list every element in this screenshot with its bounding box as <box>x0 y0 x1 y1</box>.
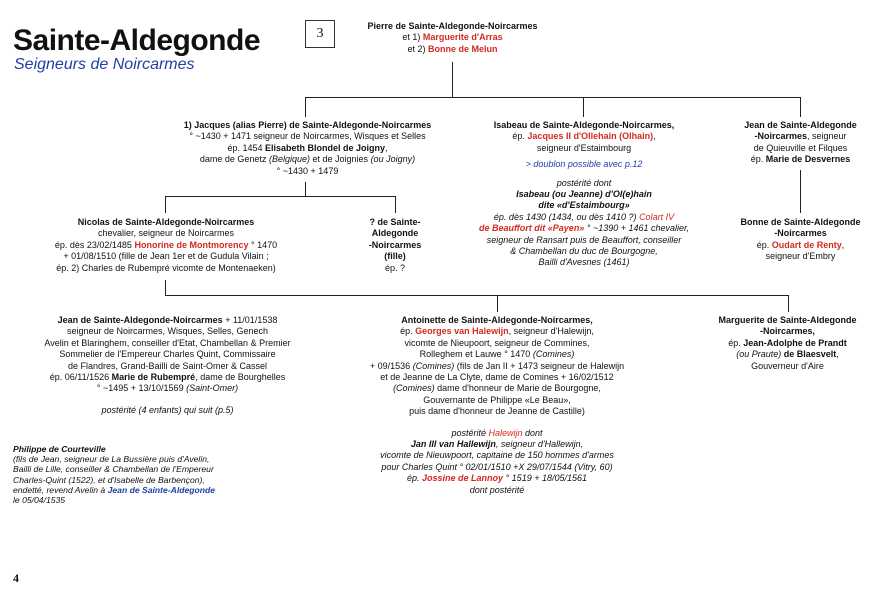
spouse-name: Jacques II d'Ollehain (Olhain) <box>527 131 654 142</box>
page-title: Sainte-Aldegonde <box>13 24 261 57</box>
spouse-prefix: et 1) <box>402 32 421 43</box>
person-name: Jean de Sainte-Aldegonde-Noircarmes <box>57 315 223 325</box>
marriage-line <box>28 240 304 251</box>
spouse-detail: ép. 2) Charles de Rubempré vicomte de Montenaeken) <box>56 262 276 273</box>
text: endetté, revend Avelin à <box>13 484 106 495</box>
person-name: Pierre de Sainte-Aldegonde-Noircarmes <box>367 21 538 31</box>
person-detail: ° ~1430 + 1471 seigneur de Noircarmes, Wisques et Selles <box>189 131 426 142</box>
person-detail: seigneur de Noircarmes, Wisques, Selles, Genech <box>66 326 269 337</box>
person-name-line <box>10 315 325 326</box>
person-name-cont: -Noircarmes, <box>759 326 816 337</box>
spouse-detail: Gouverneur d'Aire <box>751 360 824 371</box>
spouse-name: Georges van Halewijn <box>415 326 509 337</box>
marriage-line <box>700 338 875 349</box>
descendant-detail: Bailli d'Avesnes (1461) <box>538 257 630 268</box>
page-reference-box: 3 <box>305 20 335 48</box>
person-name: Antoinette de Sainte-Aldegonde-Noircarmes, <box>401 315 593 325</box>
text: + 11/01/1538 <box>225 315 278 325</box>
spouse-detail: vicomte de Nieupoort, seigneur de Commines, <box>404 337 590 348</box>
person-detail: puis dame d'honneur de Jeanne de Castille) <box>409 406 585 417</box>
marriage-line: ép. 1454 Elisabeth Blondel de Joigny, <box>227 142 388 153</box>
spouse-name: Jossine de Lannoy <box>422 473 504 484</box>
connector-jacques-down <box>305 182 306 196</box>
text: + 09/1536 <box>369 360 411 371</box>
person-name-cont: -Noircarmes <box>368 239 422 250</box>
spouse-name: de Beauffort dit «Payen» <box>478 223 585 234</box>
descendant-detail: seigneur de Ransart puis de Beauffort, conseiller <box>486 234 682 245</box>
person-name: Nicolas de Sainte-Aldegonde-Noircarmes <box>77 217 255 227</box>
person-name <box>728 120 873 131</box>
descendant-detail: vicomte de Nieuwpoort, capitaine de 150 hommes d'armes <box>380 450 614 461</box>
text: ° 1519 + 18/05/1561 <box>505 473 587 484</box>
text: de Blaesvelt <box>783 349 837 360</box>
spouse-name: Marguerite d'Arras <box>422 32 503 43</box>
posterity-label: postérité dont <box>556 177 612 188</box>
note-detail <box>13 485 258 495</box>
spouse-name: Honorine de Montmorency <box>134 239 249 250</box>
text: (Belgique) <box>268 154 310 165</box>
text: , seigneur <box>807 131 847 142</box>
descendant-detail: dont postérité <box>469 484 525 495</box>
person-name: Bonne de Sainte-Aldegonde <box>740 217 861 227</box>
text: postérité <box>451 427 486 438</box>
text: (Comines) <box>412 360 455 371</box>
cross-reference-link[interactable]: Jean de Sainte-Aldegonde <box>107 484 216 495</box>
person-marguerite <box>700 315 875 372</box>
spouse-line-1 <box>340 32 565 43</box>
spouse-name: Jean-Adolphe de Prandt <box>743 337 847 348</box>
cross-reference-note: > doublon possible avec p.12 <box>525 159 643 170</box>
text: Jean de Sainte-Aldegonde <box>744 120 857 130</box>
person-detail: Avelin et Blaringhem, conseiller d'Etat, Chambellan & Premier <box>44 337 291 348</box>
text: , seigneur d'Halewijn, <box>508 326 594 337</box>
connector-antoinette <box>497 295 498 312</box>
marriage-line <box>347 326 647 337</box>
person-fille <box>362 217 428 274</box>
text: (ou Joigny) <box>370 154 416 165</box>
person-detail: Gouvernante de Philippe «Le Beau», <box>423 394 571 405</box>
marriage-line: ép. Jacques II d'Ollehain (Olhain), <box>512 131 656 142</box>
text: ép. dès 1430 (1434, ou dès 1410 ?) <box>493 211 637 222</box>
text: dame d'honneur de Marie de Bourgogne, <box>437 383 601 394</box>
person-name: 1) Jacques (alias Pierre) de Sainte-Aldegonde-Noircarmes <box>183 120 432 130</box>
descendant-spouse <box>470 223 698 234</box>
person-antoinette <box>347 315 647 496</box>
spouse-name: Oudart de Renty <box>771 239 842 250</box>
spouse-detail: seigneur d'Estaimbourg <box>536 142 632 153</box>
page-subtitle: Seigneurs de Noircarmes <box>14 56 195 73</box>
descendant-marriage <box>347 473 647 484</box>
marriage-line: ép. ? <box>384 262 406 273</box>
descendant-name: Isabeau (ou Jeanne) d'Ol(e)hain <box>516 189 652 200</box>
connector-gen4-bar <box>165 295 789 296</box>
spouse-detail <box>347 361 647 372</box>
text: , dame de Bourghelles <box>195 372 286 383</box>
connector-nicolas <box>165 196 166 213</box>
person-detail: de Flandres, Grand-Bailli de Saint-Omer & Cassel <box>67 360 268 371</box>
connector-fille <box>395 196 396 213</box>
connector-jean1-bonne <box>800 170 801 213</box>
text: et de Joignies <box>312 154 369 165</box>
posterity-label <box>347 428 647 439</box>
spouse-detail <box>700 349 875 360</box>
text: dame de Genetz <box>199 154 267 165</box>
person-detail: (fille) <box>384 251 406 262</box>
descendant-nickname: dite «d'Estaimbourg» <box>538 200 630 211</box>
connector-marguerite <box>788 295 789 312</box>
text: ° ~1495 + 13/10/1569 <box>96 383 184 394</box>
text: (Saint-Omer) <box>186 383 239 394</box>
person-name: Marguerite de Sainte-Aldegonde <box>718 315 857 325</box>
connector-isabeau <box>583 97 584 117</box>
text: Halewijn <box>488 427 523 438</box>
person-detail <box>347 383 647 394</box>
text: , <box>836 349 839 360</box>
descendant-detail: pour Charles Quint ° 02/01/1510 +X 29/07/1544 (Vitry, 60) <box>381 461 613 472</box>
spouse-name: Bonne de Melun <box>428 43 498 54</box>
marriage-prefix: ép. 06/11/1526 <box>49 372 110 383</box>
connector-jacques <box>305 97 306 117</box>
spouse-detail: seigneur d'Embry <box>765 251 836 262</box>
spouse-dates <box>10 383 325 394</box>
spouse-line-2 <box>340 44 565 55</box>
text: , seigneur d'Hallewijn, <box>495 439 584 450</box>
person-name-cont <box>728 131 873 142</box>
text: (fils de Jan II + 1473 seigneur de Halewijn <box>456 360 625 371</box>
marriage-prefix: ép. dès 23/02/1485 <box>54 239 132 250</box>
spouse-name: Marie de Rubempré <box>111 372 196 383</box>
person-detail: de Quieuville et Filques <box>753 142 848 153</box>
marriage-prefix: ép. 1454 <box>227 142 263 153</box>
descendant-detail: & Chambellan du duc de Bourgogne, <box>510 246 658 257</box>
spouse-name: Colart IV <box>639 211 675 222</box>
spouse-name: Marie de Desvernes <box>765 154 851 165</box>
note-detail: Charles-Quint (1522), et d'Isabelle de Barbençon), <box>13 474 205 485</box>
person-detail: chevalier, seigneur de Noircarmes <box>97 228 235 239</box>
person-pierre <box>340 21 565 55</box>
marriage-line <box>728 240 873 251</box>
text: (Comines) <box>393 383 435 394</box>
text: Rolleghem et Lauwe ° 1470 <box>419 349 531 360</box>
person-name: ? de Sainte- <box>369 217 421 227</box>
person-isabeau <box>470 120 698 269</box>
connector-root-down <box>452 62 453 97</box>
person-name: Isabeau de Sainte-Aldegonde-Noircarmes, <box>493 120 675 130</box>
text: , <box>841 239 845 250</box>
person-bonne <box>728 217 873 263</box>
note-detail: Bailli de Lille, conseiller & Chambellan de l'Empereur <box>13 464 214 475</box>
posterity-link: postérité (4 enfants) qui suit (p.5) <box>101 404 234 415</box>
person-jean-quieuville <box>728 120 873 166</box>
person-name-cont: -Noircarmes <box>774 228 827 239</box>
text: (Comines) <box>532 349 575 360</box>
marriage-line <box>10 372 325 383</box>
spouse-detail <box>347 349 647 360</box>
descendant-name: Jan III van Hallewijn <box>410 439 496 450</box>
person-detail: Sommelier de l'Empereur Charles Quint, Commissaire <box>59 349 276 360</box>
note-name: Philippe de Courteville <box>13 444 106 454</box>
page-number: 4 <box>13 571 19 585</box>
note-detail: le 05/04/1535 <box>13 495 66 506</box>
person-name-cont: Aldegonde <box>371 228 419 239</box>
marriage-prefix: ép. <box>756 239 770 250</box>
descendant-marriage <box>470 212 698 223</box>
spouse-dates: ° ~1430 + 1479 <box>276 165 339 176</box>
spouse-detail: + 01/08/1510 (fille de Jean 1er et de Gudula Vilain ; <box>63 251 269 262</box>
connector-jean1 <box>800 97 801 117</box>
marriage-prefix: ép. <box>750 154 764 165</box>
marriage-prefix: ép. <box>400 326 413 337</box>
text: ° 1470 <box>251 239 278 250</box>
text: -Noircarmes <box>754 131 807 142</box>
note-philippe-courteville <box>13 444 258 505</box>
descendant-name-line <box>347 439 647 450</box>
marriage-prefix: ép. <box>407 473 420 484</box>
connector-gen2-bar <box>305 97 800 98</box>
marriage-line <box>728 154 873 165</box>
spouse-detail: et de Jeanne de La Clyte, dame de Comines + 16/02/1512 <box>380 372 614 383</box>
note-detail: (fils de Jean, seigneur de La Bussière puis d'Avelin, <box>13 454 210 465</box>
spouse-detail <box>150 154 465 165</box>
text: ° ~1390 + 1461 chevalier, <box>586 223 690 234</box>
marriage-prefix: ép. <box>512 131 525 142</box>
person-jean-noircarmes <box>10 315 325 416</box>
spouse-prefix: et 2) <box>407 43 426 54</box>
text: dont <box>525 427 543 438</box>
marriage-prefix: ép. <box>728 337 741 348</box>
person-nicolas <box>28 217 304 274</box>
person-jacques <box>150 120 465 177</box>
spouse-name: Elisabeth Blondel de Joigny <box>265 142 386 153</box>
text: (ou Praute) <box>736 349 782 360</box>
connector-nicolas-down <box>165 280 166 295</box>
connector-gen3-bar <box>165 196 395 197</box>
